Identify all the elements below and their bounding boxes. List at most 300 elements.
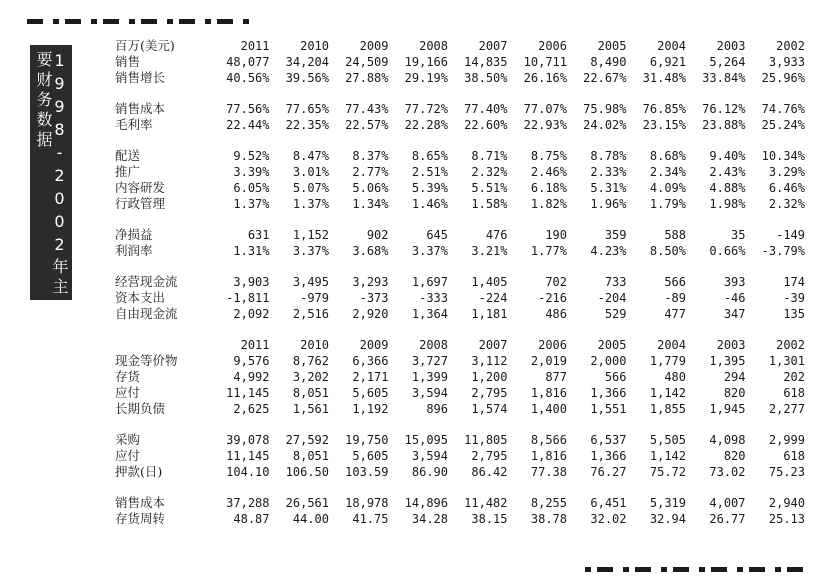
rule-dash: [103, 19, 119, 24]
section-spacer: [115, 480, 805, 495]
row-label: 销售: [115, 54, 141, 69]
value-cell: 8.68%: [649, 149, 686, 163]
rule-dash: [179, 19, 195, 24]
value-cell: 31.48%: [642, 71, 686, 85]
rule-dash: [243, 19, 249, 24]
value-cell: 27.88%: [345, 71, 389, 85]
value-cell: 3,933: [768, 55, 805, 69]
year-header-cell: 2003: [716, 39, 746, 53]
rule-dash: [129, 19, 135, 24]
value-cell: -39: [783, 291, 805, 305]
value-cell: 22.28%: [404, 118, 448, 132]
value-cell: 33.84%: [702, 71, 746, 85]
value-cell: 19,750: [345, 433, 389, 447]
value-cell: -373: [359, 291, 389, 305]
value-cell: 4.23%: [590, 244, 627, 258]
rule-dash: [27, 19, 43, 24]
value-cell: 1.77%: [530, 244, 567, 258]
value-cell: 8,566: [530, 433, 567, 447]
value-cell: 25.13: [768, 512, 805, 526]
row-label: 推广: [115, 164, 141, 179]
rule-dash: [661, 567, 667, 572]
value-cell: -149: [776, 228, 805, 242]
year-header-cell: 2002: [776, 338, 805, 352]
value-cell: 1,574: [471, 402, 508, 416]
value-cell: 19,166: [404, 55, 448, 69]
value-cell: 1,142: [649, 386, 686, 400]
year-header-cell: 2007: [478, 39, 508, 53]
value-cell: 8.78%: [590, 149, 627, 163]
value-cell: 1,816: [530, 449, 567, 463]
value-cell: 104.10: [226, 465, 270, 479]
data-row: [115, 511, 805, 527]
value-cell: 23.88%: [702, 118, 746, 132]
value-cell: 1,697: [411, 275, 448, 289]
value-cell: 1.98%: [709, 197, 746, 211]
value-cell: 10,711: [523, 55, 567, 69]
value-cell: 877: [545, 370, 567, 384]
value-cell: 3.39%: [233, 165, 270, 179]
data-row: [115, 353, 805, 369]
value-cell: 11,482: [464, 496, 508, 510]
value-cell: 22.44%: [226, 118, 270, 132]
rule-dash: [787, 567, 803, 572]
value-cell: 5,605: [352, 386, 389, 400]
value-cell: 1,192: [352, 402, 389, 416]
section-spacer: [115, 212, 805, 227]
value-cell: 5,605: [352, 449, 389, 463]
year-header-cell: 2010: [300, 39, 329, 53]
row-label: 销售成本: [115, 495, 166, 510]
value-cell: 3,903: [233, 275, 270, 289]
value-cell: 1,561: [292, 402, 329, 416]
value-cell: -979: [300, 291, 329, 305]
value-cell: 37,288: [226, 496, 270, 510]
value-cell: 77.40%: [464, 102, 508, 116]
rule-dash: [775, 567, 781, 572]
value-cell: 1,366: [590, 386, 627, 400]
financial-data-table: [115, 38, 805, 527]
data-row: [115, 196, 805, 212]
value-cell: 8,255: [530, 496, 567, 510]
value-cell: 8,762: [292, 354, 329, 368]
year-header-row: [115, 337, 805, 353]
rule-dash: [65, 19, 81, 24]
section-spacer: [115, 322, 805, 337]
value-cell: 11,805: [464, 433, 508, 447]
value-cell: 476: [485, 228, 508, 242]
row-label: 应付: [115, 448, 141, 463]
value-cell: 38.15: [471, 512, 508, 526]
value-cell: 14,835: [464, 55, 508, 69]
value-cell: 77.07%: [523, 102, 567, 116]
value-cell: 8.75%: [530, 149, 567, 163]
value-cell: 820: [723, 386, 746, 400]
value-cell: 1,945: [709, 402, 746, 416]
side-title: 1998-2002年主要财务数据: [34, 51, 69, 298]
value-cell: 77.72%: [404, 102, 448, 116]
value-cell: 76.85%: [642, 102, 686, 116]
value-cell: 1.82%: [530, 197, 567, 211]
side-title-bar: [30, 45, 72, 300]
year-header-cell: 2003: [716, 338, 746, 352]
value-cell: 76.27: [590, 465, 627, 479]
value-cell: 3,202: [292, 370, 329, 384]
section-spacer: [115, 86, 805, 101]
value-cell: 75.23: [768, 465, 805, 479]
year-header-cell: 2011: [240, 39, 270, 53]
top-dashed-rule: [27, 19, 257, 24]
value-cell: 77.65%: [285, 102, 329, 116]
value-cell: 3,112: [471, 354, 508, 368]
value-cell: 10.34%: [761, 149, 805, 163]
row-label: 存货: [115, 369, 141, 384]
row-label: 毛利率: [115, 117, 153, 132]
rule-dash: [635, 567, 651, 572]
value-cell: -46: [723, 291, 746, 305]
row-label: 自由现金流: [115, 306, 178, 321]
value-cell: 1.37%: [292, 197, 329, 211]
value-cell: 618: [783, 449, 805, 463]
value-cell: 26.16%: [523, 71, 567, 85]
value-cell: 22.67%: [583, 71, 627, 85]
value-cell: 1.34%: [352, 197, 389, 211]
value-cell: 75.72: [649, 465, 686, 479]
value-cell: 5.06%: [352, 181, 389, 195]
rule-dash: [205, 19, 211, 24]
value-cell: 6.18%: [530, 181, 567, 195]
rule-dash: [91, 19, 97, 24]
data-row: [115, 164, 805, 180]
rule-dash: [737, 567, 743, 572]
value-cell: 8.47%: [292, 149, 329, 163]
section-spacer: [115, 133, 805, 148]
year-header-cell: 2006: [538, 39, 567, 53]
value-cell: 2,999: [768, 433, 805, 447]
value-cell: 25.24%: [761, 118, 805, 132]
value-cell: 8.71%: [471, 149, 508, 163]
row-label: 押款(日): [115, 464, 163, 479]
value-cell: 27,592: [285, 433, 329, 447]
value-cell: 38.50%: [464, 71, 508, 85]
value-cell: 5.31%: [590, 181, 627, 195]
value-cell: 22.60%: [464, 118, 508, 132]
value-cell: 8,490: [590, 55, 627, 69]
data-row: [115, 54, 805, 70]
value-cell: 529: [604, 307, 627, 321]
value-cell: 3,727: [411, 354, 448, 368]
value-cell: 2,940: [768, 496, 805, 510]
value-cell: 1.79%: [649, 197, 686, 211]
value-cell: 3.01%: [292, 165, 329, 179]
rule-dash: [699, 567, 705, 572]
value-cell: 22.35%: [285, 118, 329, 132]
value-cell: 32.94: [649, 512, 686, 526]
value-cell: 9,576: [233, 354, 270, 368]
value-cell: 1,855: [649, 402, 686, 416]
value-cell: 5.51%: [471, 181, 508, 195]
year-header-cell: 2011: [240, 338, 270, 352]
value-cell: 3.37%: [411, 244, 448, 258]
row-label: 资本支出: [115, 290, 166, 305]
value-cell: 820: [723, 449, 746, 463]
value-cell: 3.21%: [471, 244, 508, 258]
value-cell: 1,301: [768, 354, 805, 368]
value-cell: 3,594: [411, 449, 448, 463]
value-cell: 2,171: [352, 370, 389, 384]
row-label: 配送: [115, 148, 141, 163]
value-cell: 3.68%: [352, 244, 389, 258]
value-cell: 22.93%: [523, 118, 567, 132]
value-cell: 2,516: [292, 307, 329, 321]
value-cell: -1,811: [226, 291, 270, 305]
value-cell: 566: [664, 275, 686, 289]
value-cell: 1,400: [530, 402, 567, 416]
value-cell: -204: [597, 291, 627, 305]
value-cell: 74.76%: [761, 102, 805, 116]
value-cell: 4.88%: [709, 181, 746, 195]
row-label: 采购: [115, 432, 141, 447]
year-header-cell: 2006: [538, 338, 567, 352]
value-cell: 26.77: [709, 512, 746, 526]
value-cell: 1,364: [411, 307, 448, 321]
rule-dash: [217, 19, 233, 24]
row-label: 长期负债: [115, 401, 166, 416]
data-row: [115, 101, 805, 117]
value-cell: 3,293: [352, 275, 389, 289]
value-cell: 73.02: [709, 465, 746, 479]
value-cell: -3.79%: [761, 244, 805, 258]
value-cell: 2.46%: [530, 165, 567, 179]
value-cell: 5,319: [649, 496, 686, 510]
value-cell: 1,399: [411, 370, 448, 384]
data-row: [115, 180, 805, 196]
rule-dash: [53, 19, 59, 24]
value-cell: 22.57%: [345, 118, 389, 132]
value-cell: 77.56%: [226, 102, 270, 116]
bottom-dashed-rule: [585, 567, 815, 572]
year-header-cell: 2005: [597, 338, 627, 352]
value-cell: 75.98%: [583, 102, 627, 116]
data-row: [115, 369, 805, 385]
row-label: 内容研发: [115, 180, 166, 195]
section-spacer: [115, 417, 805, 432]
value-cell: 3,594: [411, 386, 448, 400]
value-cell: -216: [538, 291, 567, 305]
data-row: [115, 148, 805, 164]
value-cell: 1,181: [471, 307, 508, 321]
data-row: [115, 401, 805, 417]
value-cell: 8,051: [292, 386, 329, 400]
section-spacer: [115, 259, 805, 274]
value-cell: 190: [545, 228, 567, 242]
value-cell: 44.00: [292, 512, 329, 526]
value-cell: 2,277: [768, 402, 805, 416]
value-cell: 3.37%: [292, 244, 329, 258]
value-cell: 76.12%: [702, 102, 746, 116]
value-cell: 6.46%: [768, 181, 805, 195]
value-cell: 477: [664, 307, 686, 321]
value-cell: 4,992: [233, 370, 270, 384]
value-cell: 48.87: [233, 512, 270, 526]
rule-dash: [597, 567, 613, 572]
value-cell: -89: [664, 291, 686, 305]
value-cell: 32.02: [590, 512, 627, 526]
rule-dash: [167, 19, 173, 24]
value-cell: 6,451: [590, 496, 627, 510]
value-cell: 86.90: [411, 465, 448, 479]
value-cell: 733: [604, 275, 627, 289]
row-label: 净损益: [115, 227, 153, 242]
value-cell: 3.29%: [768, 165, 805, 179]
value-cell: 103.59: [345, 465, 389, 479]
value-cell: 3,495: [292, 275, 329, 289]
value-cell: 1,816: [530, 386, 567, 400]
data-row: [115, 243, 805, 259]
value-cell: 4.09%: [649, 181, 686, 195]
value-cell: 39.56%: [285, 71, 329, 85]
rule-dash: [585, 567, 591, 572]
data-row: [115, 448, 805, 464]
value-cell: 702: [545, 275, 567, 289]
rule-dash: [623, 567, 629, 572]
value-cell: 1,366: [590, 449, 627, 463]
value-cell: 41.75: [352, 512, 389, 526]
value-cell: 23.15%: [642, 118, 686, 132]
value-cell: 896: [426, 402, 448, 416]
year-header-cell: 2008: [419, 39, 448, 53]
value-cell: 6,537: [590, 433, 627, 447]
value-cell: 902: [366, 228, 389, 242]
value-cell: 2,625: [233, 402, 270, 416]
value-cell: 135: [783, 307, 805, 321]
value-cell: 6.05%: [233, 181, 270, 195]
value-cell: 2,092: [233, 307, 270, 321]
row-label: 经营现金流: [115, 274, 178, 289]
unit-label: 百万(美元): [115, 38, 175, 53]
value-cell: 645: [426, 228, 448, 242]
value-cell: 294: [723, 370, 746, 384]
value-cell: 393: [723, 275, 746, 289]
value-cell: 35: [731, 228, 746, 242]
year-header-cell: 2008: [419, 338, 448, 352]
value-cell: 9.52%: [233, 149, 270, 163]
data-row: [115, 495, 805, 511]
year-header-cell: 2005: [597, 39, 627, 53]
value-cell: 1.58%: [471, 197, 508, 211]
data-row: [115, 117, 805, 133]
row-label: 利润率: [115, 243, 153, 258]
value-cell: 4,007: [709, 496, 746, 510]
value-cell: 15,095: [404, 433, 448, 447]
value-cell: 588: [664, 228, 686, 242]
data-row: [115, 290, 805, 306]
data-row: [115, 227, 805, 243]
year-header-row: [115, 38, 805, 54]
value-cell: 0.66%: [709, 244, 746, 258]
value-cell: 1.31%: [233, 244, 270, 258]
value-cell: 8,051: [292, 449, 329, 463]
row-label: 行政管理: [115, 196, 166, 211]
value-cell: -224: [478, 291, 508, 305]
year-header-cell: 2010: [300, 338, 329, 352]
value-cell: 11,145: [226, 386, 270, 400]
value-cell: 34,204: [285, 55, 329, 69]
year-header-cell: 2002: [776, 39, 805, 53]
value-cell: 1,779: [649, 354, 686, 368]
value-cell: 4,098: [709, 433, 746, 447]
data-row: [115, 385, 805, 401]
value-cell: 9.40%: [709, 149, 746, 163]
value-cell: 2.34%: [649, 165, 686, 179]
value-cell: 2.33%: [590, 165, 627, 179]
rule-dash: [673, 567, 689, 572]
value-cell: 5,264: [709, 55, 746, 69]
value-cell: 2,000: [590, 354, 627, 368]
value-cell: 34.28: [411, 512, 448, 526]
value-cell: 8.37%: [352, 149, 389, 163]
value-cell: 25.96%: [761, 71, 805, 85]
value-cell: 5.07%: [292, 181, 329, 195]
value-cell: 8.65%: [411, 149, 448, 163]
value-cell: 106.50: [285, 465, 329, 479]
value-cell: 2,795: [471, 449, 508, 463]
data-row: [115, 274, 805, 290]
value-cell: 1.46%: [411, 197, 448, 211]
value-cell: 77.38: [530, 465, 567, 479]
value-cell: 1,405: [471, 275, 508, 289]
row-label: 现金等价物: [115, 353, 178, 368]
value-cell: 347: [723, 307, 746, 321]
value-cell: -333: [419, 291, 448, 305]
value-cell: 202: [783, 370, 805, 384]
value-cell: 1,200: [471, 370, 508, 384]
value-cell: 486: [545, 307, 567, 321]
value-cell: 48,077: [226, 55, 270, 69]
rule-dash: [141, 19, 157, 24]
row-label: 应付: [115, 385, 141, 400]
value-cell: 2.32%: [471, 165, 508, 179]
value-cell: 174: [783, 275, 805, 289]
unit-label: [115, 337, 210, 353]
value-cell: 77.43%: [345, 102, 389, 116]
row-label: 存货周转: [115, 511, 166, 526]
value-cell: 86.42: [471, 465, 508, 479]
rule-dash: [749, 567, 765, 572]
value-cell: 1,395: [709, 354, 746, 368]
value-cell: 11,145: [226, 449, 270, 463]
rule-dash: [711, 567, 727, 572]
value-cell: 1,142: [649, 449, 686, 463]
value-cell: 18,978: [345, 496, 389, 510]
row-label: 销售增长: [115, 70, 166, 85]
value-cell: 2.32%: [768, 197, 805, 211]
row-label: 销售成本: [115, 101, 166, 116]
value-cell: 6,921: [649, 55, 686, 69]
value-cell: 1.37%: [233, 197, 270, 211]
value-cell: 2,795: [471, 386, 508, 400]
value-cell: 2.51%: [411, 165, 448, 179]
value-cell: 40.56%: [226, 71, 270, 85]
data-row: [115, 464, 805, 480]
value-cell: 631: [247, 228, 270, 242]
year-header-cell: 2007: [478, 338, 508, 352]
value-cell: 5,505: [649, 433, 686, 447]
value-cell: 39,078: [226, 433, 270, 447]
year-header-cell: 2004: [657, 39, 686, 53]
value-cell: 24,509: [345, 55, 389, 69]
value-cell: 2.43%: [709, 165, 746, 179]
